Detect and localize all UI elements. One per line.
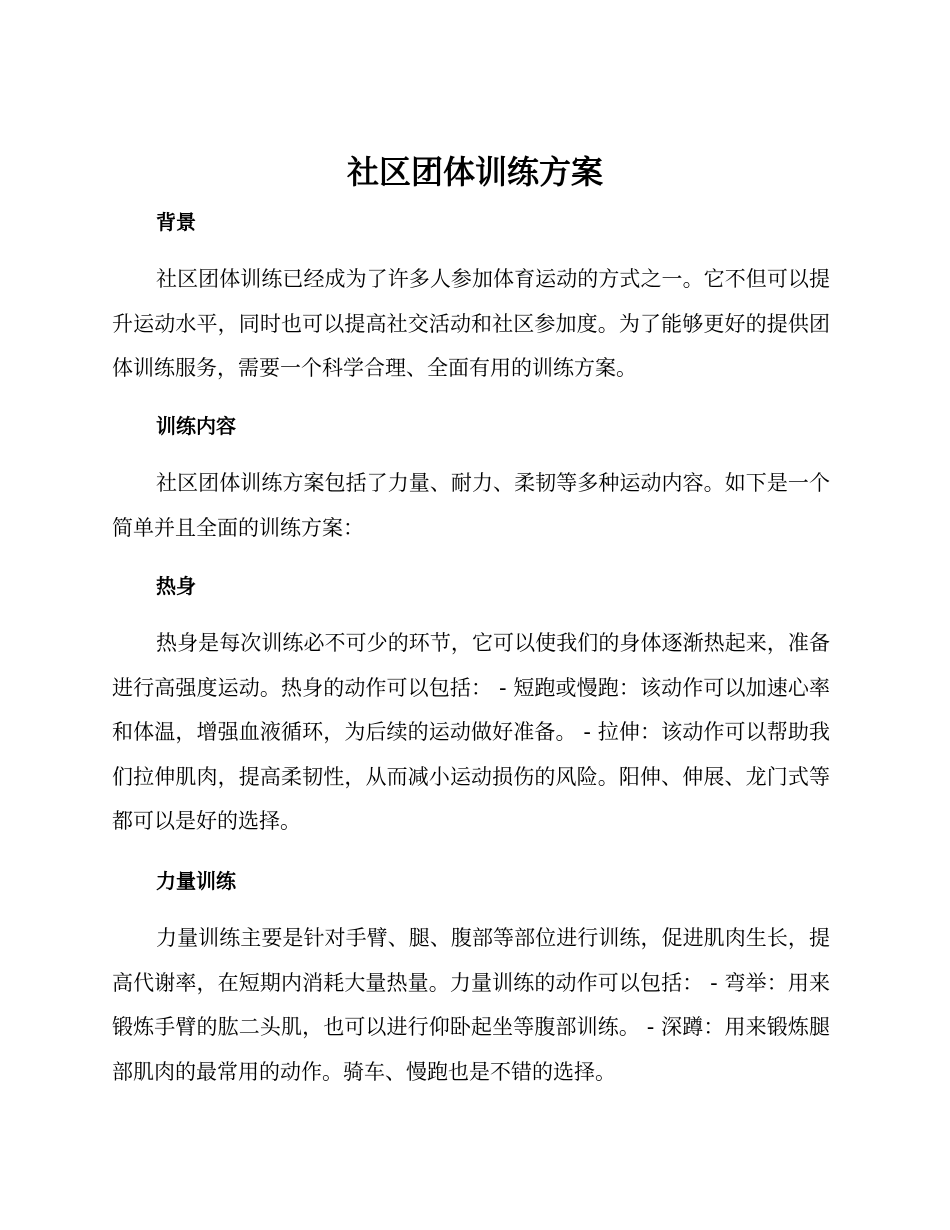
paragraph-training-content: 社区团体训练方案包括了力量、耐力、柔韧等多种运动内容。如下是一个简单并且全面的训练方案： — [112, 471, 830, 540]
paragraph-strength-training: 力量训练主要是针对手臂、腿、腹部等部位进行训练，促进肌肉生长，提高代谢率，在短期内消耗大量热量。力量训练的动作可以包括： - 弯举：用来锻炼手臂的肱二头肌，也可以进行仰卧起坐等腹部训练。 - 深蹲：用来锻炼腿部肌肉的最常用的动作。骑车、慢跑也是不错的选择。 — [112, 926, 830, 1084]
document-title: 社区团体训练方案 — [346, 153, 603, 191]
paragraph-background: 社区团体训练已经成为了许多人参加体育运动的方式之一。它不但可以提升运动水平，同时也可以提高社交活动和社区参加度。为了能够更好的提供团体训练服务，需要一个科学合理、全面有用的训练方案。 — [112, 267, 830, 380]
section-heading-training-content: 训练内容 — [156, 414, 236, 438]
section-heading-warmup: 热身 — [156, 574, 196, 598]
section-heading-background: 背景 — [156, 210, 196, 234]
section-heading-strength-training: 力量训练 — [156, 869, 236, 893]
paragraph-warmup: 热身是每次训练必不可少的环节，它可以使我们的身体逐渐热起来，准备进行高强度运动。热身的动作可以包括： - 短跑或慢跑：该动作可以加速心率和体温，增强血液循环，为后续的运动做好准备。 - 拉伸：该动作可以帮助我们拉伸肌肉，提高柔韧性，从而减小运动损伤的风险。阳伸、伸展、龙门式等都可以是好的选择。 — [112, 631, 830, 833]
